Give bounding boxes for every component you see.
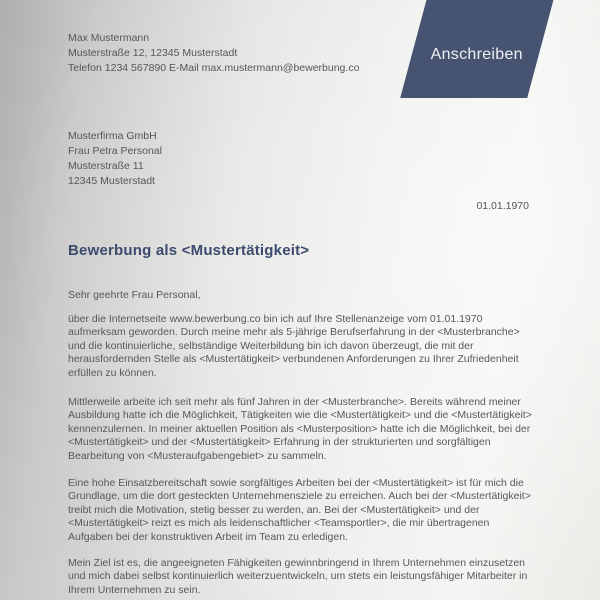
anschreiben-banner xyxy=(400,0,554,98)
banner-label: Anschreiben xyxy=(430,46,524,63)
body-paragraph-3: Eine hohe Einsatzbereitschaft sowie sorgfältiges Arbeiten bei der <Mustertätigkeit> ist für mich die Grundlage, um die dort gesteckten Unternehmensziele zu erreichen. Auch bei der <Mustertätigkeit> treibt mich die Motivation, stetig besser zu werden, an. Bei der <Mustertätigkeit> und der <Mustertätigkeit> reizt es mich als leidenschaftlicher <Teamsportler>, die mir übertragenen Aufgaben bei der konstruktiven Arbeit im Team zu erledigen. xyxy=(68,477,531,543)
salutation: Sehr geehrte Frau Personal, xyxy=(68,289,201,301)
recipient-company: Musterfirma GmbH xyxy=(68,130,157,142)
recipient-contact-person: Frau Petra Personal xyxy=(68,145,162,157)
body-paragraph-1: über die Internetseite www.bewerbung.co bin ich auf Ihre Stellenanzeige vom 01.01.1970 aufmerksam geworden. Durch meine mehr als 5-jährige Berufserfahrung in der <Musterbranche> und die kontinuierliche, selbständige Weiterbildung bin ich davon überzeugt, die mit der herausfordernden Stelle als <Mustertätigkeit> verbundenen Anforderungen zu Ihrer Zufriedenheit erfüllen zu können. xyxy=(68,313,520,379)
recipient-street: Musterstraße 11 xyxy=(68,160,144,172)
sender-block xyxy=(68,31,359,76)
letter-date: 01.01.1970 xyxy=(476,200,529,212)
sender-contact: Telefon 1234 567890 E-Mail max.mustermann@bewerbung.co xyxy=(68,62,360,74)
sender-address: Musterstraße 12, 12345 Musterstadt xyxy=(68,47,238,59)
recipient-block xyxy=(68,129,162,189)
recipient-city: 12345 Musterstadt xyxy=(68,175,155,187)
subject-heading: Bewerbung als <Mustertätigkeit> xyxy=(68,242,310,259)
body-paragraph-2: Mittlerweile arbeite ich seit mehr als fünf Jahren in der <Musterbranche>. Bereits während meiner Ausbildung hatte ich die Möglichkeit, Tätigkeiten wie die <Mustertätigkeit> und die <Mustertätigkeit> kennenzulernen. In meiner aktuellen Position als <Musterposition> hatte ich die Möglichkeit, bei der <Mustertätigkeit> und der <Mustertätigkeit> Erfahrung in der strukturierten und sorgfältigen Bearbeitung von <Musteraufgabengebiet> zu sammeln. xyxy=(68,396,532,462)
body-paragraph-4: Mein Ziel ist es, die angeeigneten Fähigkeiten gewinnbringend in Ihrem Unternehmen einzusetzen und mich dabei selbst kontinuierlich weiterzuentwickeln, um stets ein leistungsfähiger Mitarbeiter in Ihrem Unternehmen zu sein. xyxy=(68,557,528,596)
sender-name: Max Mustermann xyxy=(68,32,150,44)
